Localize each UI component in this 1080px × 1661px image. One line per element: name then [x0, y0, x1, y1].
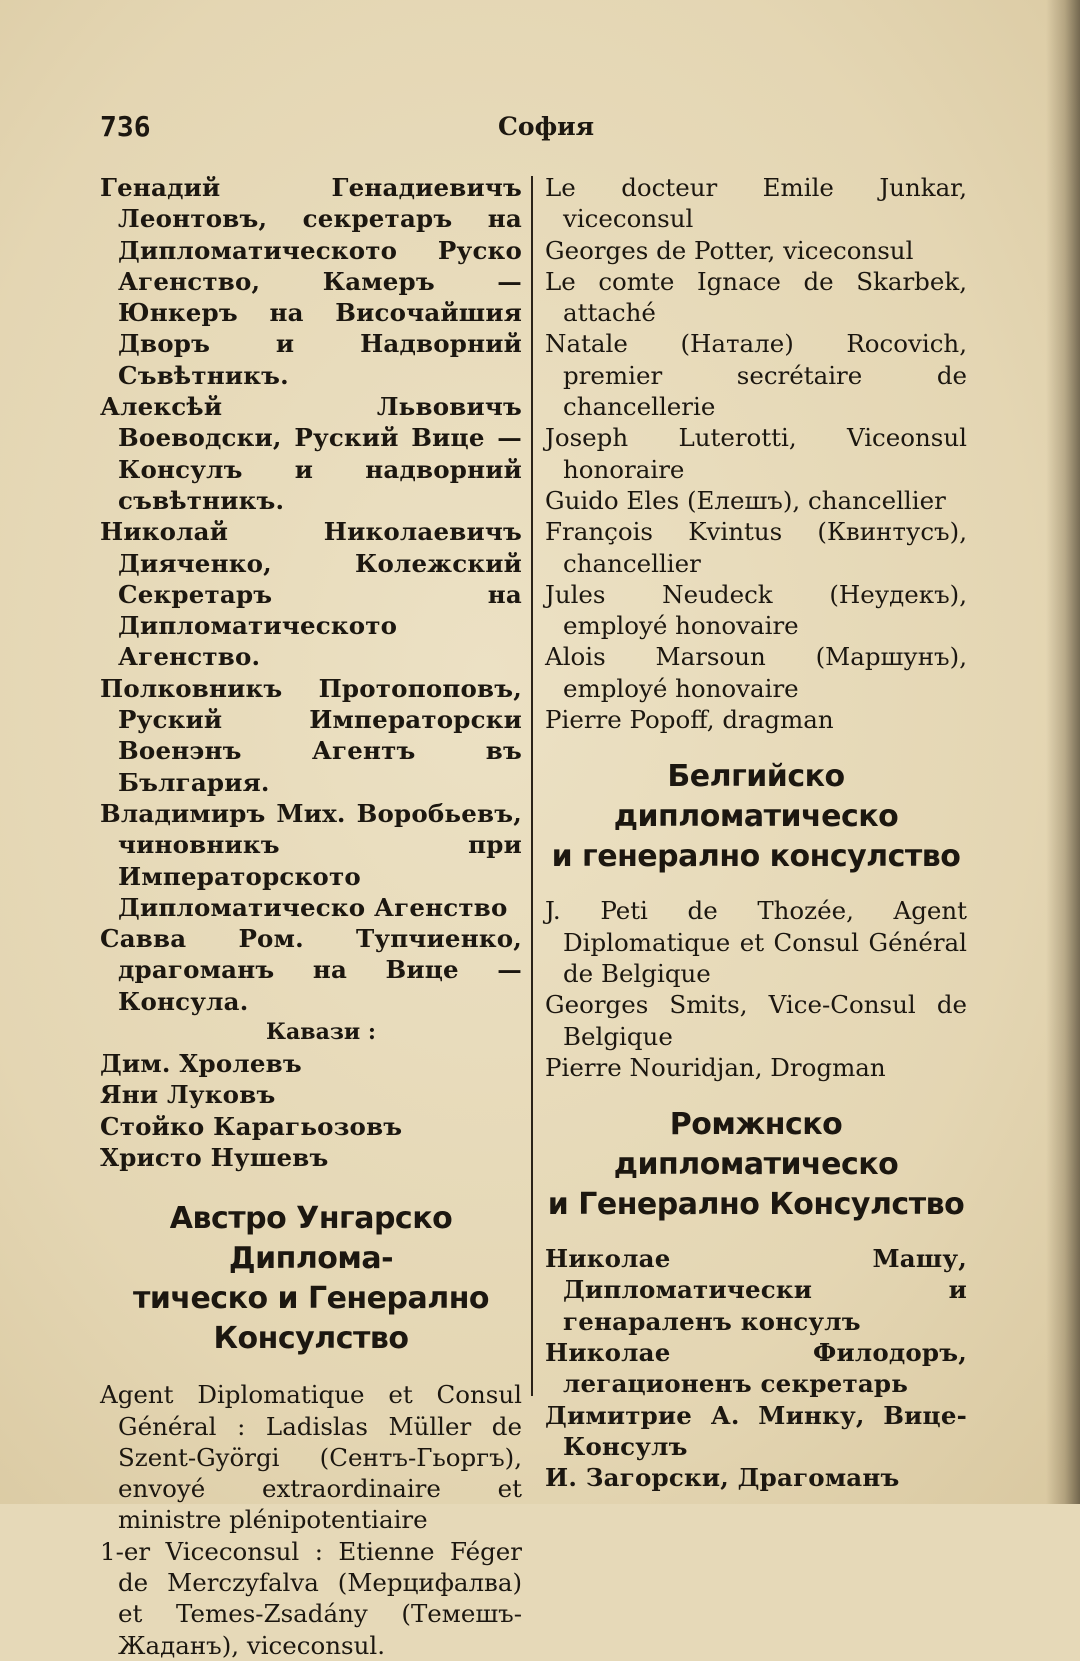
belgian-entry: J. Peti de Thozée, Agent Diplomatique et Consul Général de Belgique	[545, 896, 967, 988]
romanian-entry: И. Загорски, Драгоманъ	[545, 1463, 900, 1493]
right-column	[545, 172, 967, 1494]
austro-staff-entry: Le docteur Emile Junkar, viceconsul	[545, 173, 967, 234]
kavazi-subheading: Кавази :	[266, 1019, 376, 1046]
austro-entry: Agent Diplomatique et Consul Général : Ladislas Müller de Szent-Györgi (Сентъ-Гьоргъ), envoyé extraordinaire et ministre plénipotentiaire	[100, 1380, 522, 1535]
austro-staff-entry: Georges de Potter, viceconsul	[545, 235, 914, 265]
austro-hungarian-heading	[100, 1199, 522, 1359]
austro-staff-entry: Pierre Popoff, dragman	[545, 705, 834, 735]
kavaz-entry: Яни Луковъ	[100, 1080, 276, 1110]
running-title: София	[498, 112, 595, 141]
kavaz-entry: Дим. Хролевъ	[100, 1049, 302, 1079]
belgian-heading	[545, 757, 967, 877]
romanian-heading	[545, 1105, 967, 1225]
austro-staff-entry: Alois Marsoun (Маршунъ), employé honovaire	[545, 642, 967, 703]
heading-line: Консулство	[213, 1321, 409, 1357]
kavaz-entry: Христо Нушевъ	[100, 1142, 329, 1172]
russian-entry: Полковникъ Протопоповъ, Руский Императорски Военэнъ Агентъ въ България.	[100, 673, 522, 797]
russian-entry: Владимиръ Мих. Воробьевъ, чиновникъ при Императорското Дипломатическо Агенство	[100, 798, 522, 922]
belgian-entry: Georges Smits, Vice-Consul de Belgique	[545, 990, 967, 1051]
left-column	[100, 172, 522, 1661]
heading-line: Ромжнско дипломатическо	[613, 1107, 899, 1183]
austro-staff-entry: Le comte Ignace de Skarbek, attaché	[545, 266, 967, 328]
austro-staff-entry: François Kvintus (Квинтусъ), chancellier	[545, 517, 967, 578]
romanian-entry: Димитрие А. Минку, Вице-Консулъ	[545, 1400, 967, 1461]
austro-staff-entry: Jules Neudeck (Неудекъ), employé honovaire	[545, 579, 967, 641]
austro-staff-entry: Guido Eles (Елешъ), chancellier	[545, 485, 946, 515]
kavaz-entry: Стойко Карагьозовъ	[100, 1111, 403, 1141]
heading-line: тическо и Генерално	[132, 1281, 490, 1317]
column-divider	[531, 176, 533, 1396]
page-edge-shadow	[1046, 0, 1080, 1504]
running-head	[0, 110, 1080, 150]
heading-line: и генерално консулство	[551, 839, 961, 875]
romanian-entry: Николае Филодоръ, легационенъ секретарь	[545, 1338, 967, 1399]
austro-staff-entry: Joseph Luterotti, Viceonsul honoraire	[545, 423, 967, 484]
russian-entry: Алексѣй Львовичъ Воеводски, Руский Вице — Консулъ и надворний съвѣтникъ.	[100, 392, 522, 515]
austro-entry: 1-er Viceconsul : Etienne Féger de Merczyfalva (Мерцифалва) et Temes-Zsadány (Темешъ-Жаданъ), viceconsul.	[100, 1536, 522, 1660]
heading-line: и Генерално Консулство	[547, 1187, 965, 1223]
belgian-entry: Pierre Nouridjan, Drogman	[545, 1052, 886, 1082]
russian-entry: Николай Николаевичъ Дияченко, Колежский Секретаръ на Дипломатическото Агенство.	[100, 517, 522, 672]
heading-line: Австро Унгарско Диплома-	[169, 1201, 453, 1277]
romanian-entry: Николае Машу, Дипломатически и генараленъ консулъ	[545, 1244, 967, 1336]
heading-line: Белгийско дипломатическо	[613, 759, 899, 835]
russian-entry: Генадий Генадиевичъ Леонтовъ, секретаръ на Дипломатическото Руско Агенство, Камеръ — Юнкеръ на Височайшия Дворъ и Надворний Съвѣтникъ.	[100, 173, 522, 390]
page-number: 736	[100, 110, 151, 143]
austro-staff-entry: Natale (Натале) Rocovich, premier secrétaire de chancellerie	[545, 329, 967, 422]
russian-entry: Савва Ром. Тупчиенко, драгоманъ на Вице — Консула.	[100, 924, 522, 1016]
